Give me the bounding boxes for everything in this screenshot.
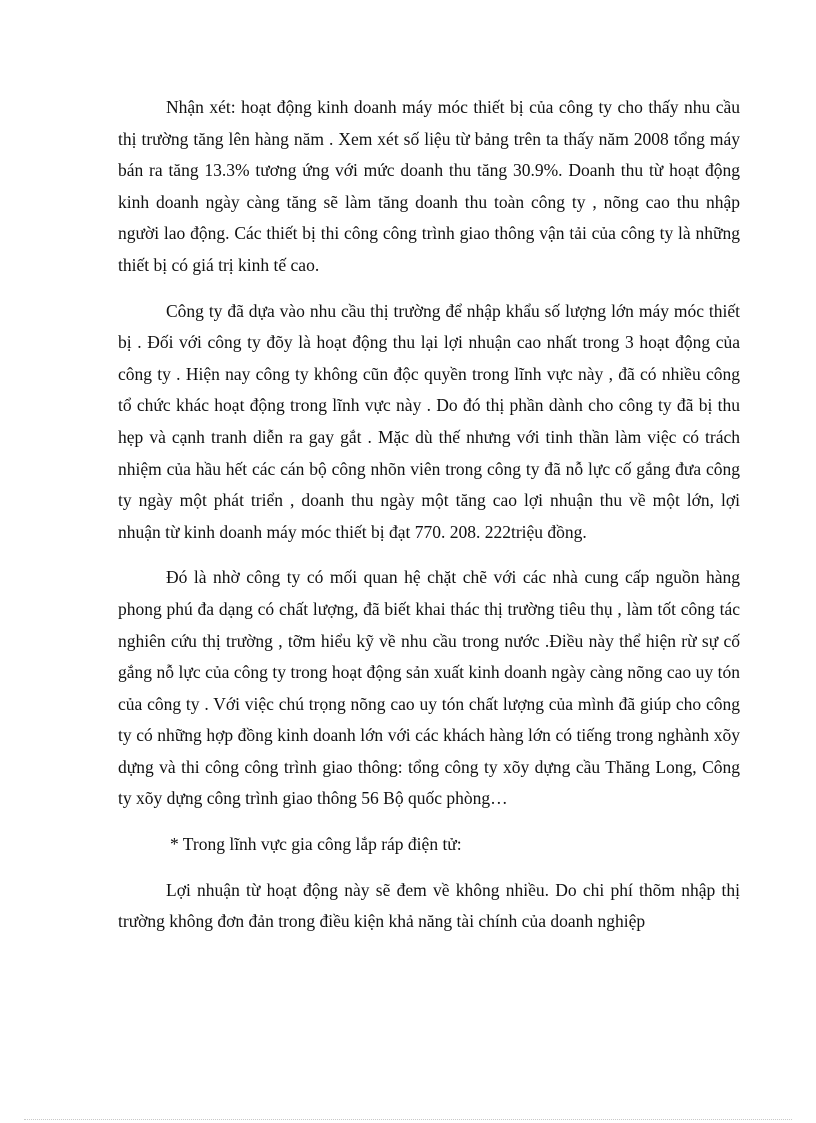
- paragraph-supplier-relations: Đó là nhờ công ty có mối quan hệ chặt chẽ với các nhà cung cấp nguồn hàng phong phú đa dạng có chất lượng, đã biết khai thác thị trường tiêu thụ , làm tốt công tác nghiên cứu thị trường , tỡm hiểu kỹ về nhu cầu trong nước .Điều này thể hiện rừ sự cố gắng nỗ lực của công ty trong hoạt động sản xuất kinh doanh ngày càng nõng cao uy tón của công ty . Với việc chú trọng nõng cao uy tón chất lượng của mình đã giúp cho công ty có những hợp đồng kinh doanh lớn với các khách hàng lớn có tiếng trong nghành xõy dựng và thi công công trình giao thông: tổng công ty xõy dựng cầu Thăng Long, Công ty xõy dựng công trình giao thông 56 Bộ quốc phòng…: [118, 567, 740, 809]
- document-body: [118, 92, 740, 952]
- footer-divider: [24, 1119, 792, 1120]
- paragraph-market-demand: Công ty đã dựa vào nhu cầu thị trường để nhập khẩu số lượng lớn máy móc thiết bị . Đối với công ty đõy là hoạt động thu lại lợi nhuận cao nhất trong 3 hoạt động của công ty . Hiện nay công ty không cũn độc quyền trong lĩnh vực này , đã có nhiều công tổ chức khác hoạt động trong lĩnh vực này . Do đó thị phần dành cho công ty đã bị thu hẹp và cạnh tranh diễn ra gay gắt . Mặc dù thế nhưng với tinh thần làm việc có trách nhiệm của hầu hết các cán bộ công nhõn viên trong công ty đã nỗ lực cố gắng đưa công ty ngày một phát triển , doanh thu ngày một tăng cao lợi nhuận thu về một lớn, lợi nhuận từ kinh doanh máy móc thiết bị đạt 770. 208. 222triệu đồng.: [118, 300, 740, 542]
- paragraph-electronics-profit: Lợi nhuận từ hoạt động này sẽ đem về không nhiều. Do chi phí thõm nhập thị trường không đơn đản trong điều kiện khả năng tài chính của doanh nghiệp: [118, 879, 740, 932]
- bullet-electronics-assembly: * Trong lĩnh vực gia công lắp ráp điện tử:: [170, 834, 462, 855]
- paragraph-assessment: Nhận xét: hoạt động kinh doanh máy móc thiết bị của công ty cho thấy nhu cầu thị trường tăng lên hàng năm . Xem xét số liệu từ bảng trên ta thấy năm 2008 tổng máy bán ra tăng 13.3% tương ứng với mức doanh thu tăng 30.9%. Doanh thu từ hoạt động kinh doanh ngày càng tăng sẽ làm tăng doanh thu toàn công ty , nõng cao thu nhập người lao động. Các thiết bị thi công công trình giao thông vận tải của công ty là những thiết bị có giá trị kinh tế cao.: [118, 97, 740, 275]
